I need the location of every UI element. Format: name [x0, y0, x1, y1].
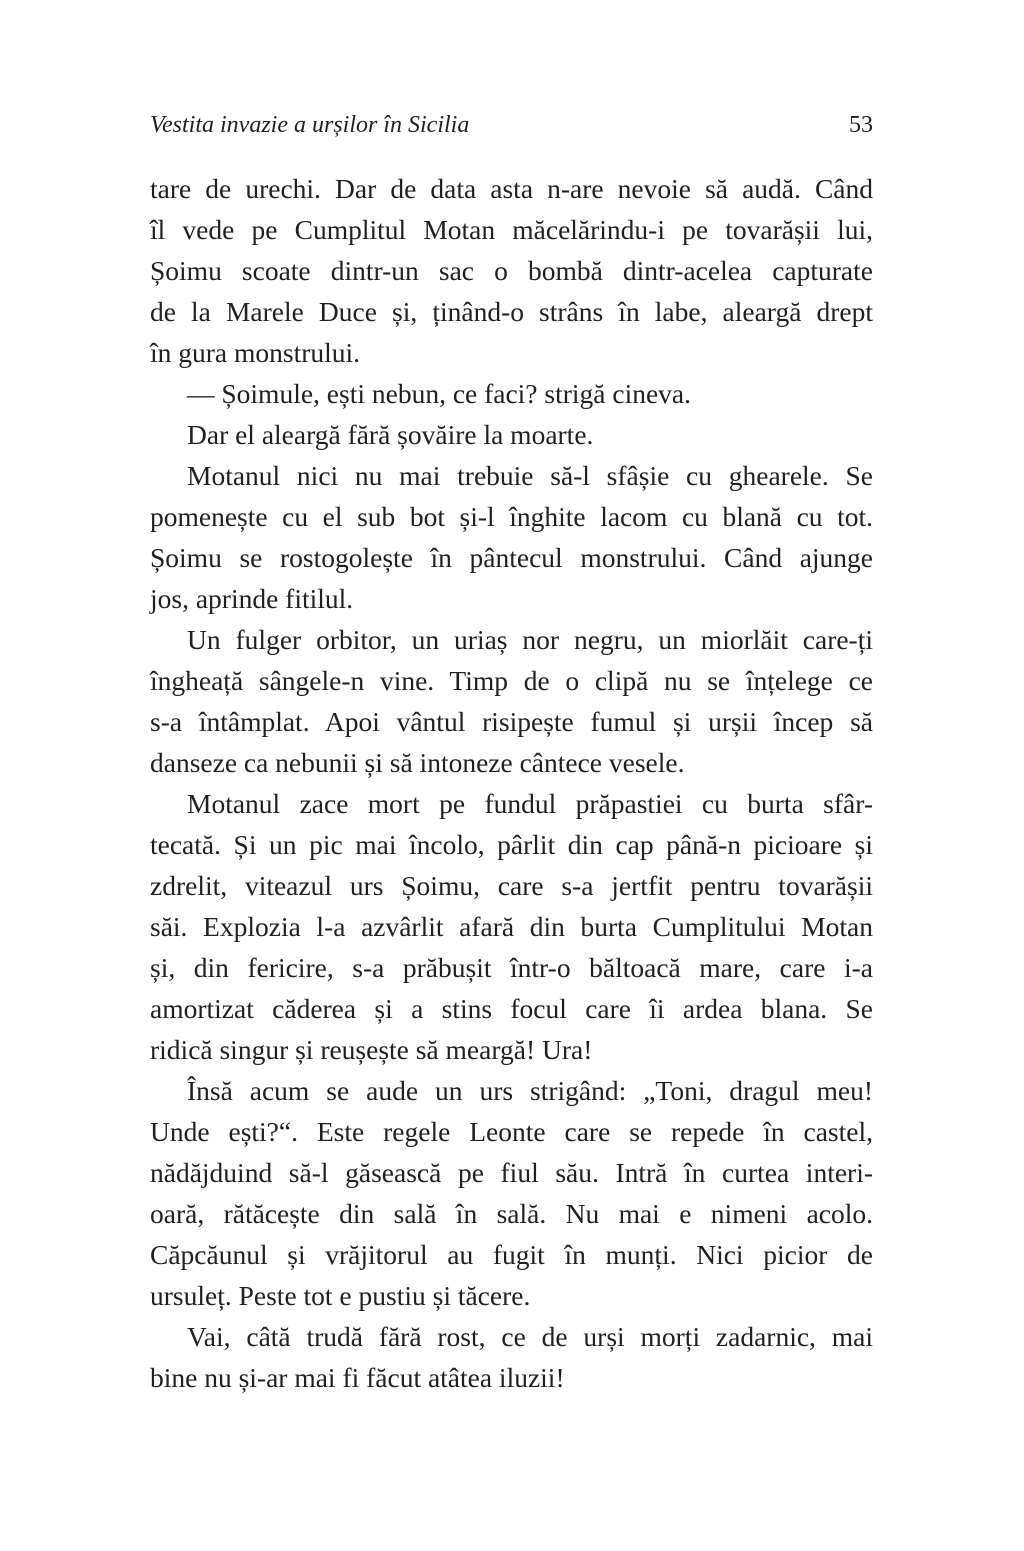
- text-line: Unde ești?“. Este regele Leonte care se repede în castel,: [150, 1116, 873, 1147]
- text-line: s-a întâmplat. Apoi vântul risipește fumul și urșii încep să: [150, 706, 873, 737]
- text-line: Căpcăunul și vrăjitorul au fugit în munți. Nici picior de: [150, 1239, 873, 1270]
- text-line: jos, aprinde fitilul.: [150, 583, 354, 614]
- text-line: danseze ca nebunii și să intoneze cântece vesele.: [150, 747, 685, 778]
- body-text: [150, 168, 873, 1398]
- text-line: Însă acum se aude un urs strigând: „Toni, dragul meu!: [187, 1075, 873, 1106]
- text-line: ridică singur și reușește să meargă! Ura!: [150, 1034, 593, 1065]
- paragraph: [150, 168, 873, 373]
- text-line: Șoimu scoate dintr-un sac o bombă dintr-acelea capturate: [150, 255, 873, 286]
- paragraph: [150, 1316, 873, 1398]
- text-line: Motanul nici nu mai trebuie să-l sfâșie cu ghearele. Se: [187, 460, 873, 491]
- text-line: Vai, câtă trudă fără rost, ce de urși morți zadarnic, mai: [187, 1321, 873, 1352]
- page-number: 53: [849, 112, 873, 138]
- paragraph: [150, 619, 873, 783]
- text-line: tare de urechi. Dar de data asta n-are nevoie să audă. Când: [150, 173, 873, 204]
- text-line: îl vede pe Cumplitul Motan măcelărindu-i pe tovarășii lui,: [150, 214, 873, 245]
- text-line: bine nu și-ar mai fi făcut atâtea iluzii!: [150, 1362, 565, 1393]
- text-line: în gura monstrului.: [150, 337, 361, 368]
- text-line: zdrelit, viteazul urs Șoimu, care s-a jertfit pentru tovarășii: [150, 870, 873, 901]
- text-line: tecată. Și un pic mai încolo, pârlit din cap până-n picioare și: [150, 829, 873, 860]
- paragraph: [150, 414, 873, 455]
- text-line: săi. Explozia l-a azvârlit afară din burta Cumplitului Motan: [150, 911, 873, 942]
- text-line: oară, rătăcește din sală în sală. Nu mai e nimeni acolo.: [150, 1198, 873, 1229]
- paragraph: [150, 373, 873, 414]
- paragraph: [150, 783, 873, 1070]
- text-line: amortizat căderea și a stins focul care îi ardea blana. Se: [150, 993, 873, 1024]
- text-line: Un fulger orbitor, un uriaș nor negru, un miorlăit care-ți: [187, 624, 873, 655]
- text-line: ursuleț. Peste tot e pustiu și tăcere.: [150, 1280, 531, 1311]
- text-line: Șoimu se rostogolește în pântecul monstrului. Când ajunge: [150, 542, 873, 573]
- text-line: Motanul zace mort pe fundul prăpastiei cu burta sfâr-: [187, 788, 873, 819]
- text-line: îngheață sângele-n vine. Timp de o clipă nu se înțelege ce: [150, 665, 873, 696]
- paragraph: [150, 455, 873, 619]
- text-line: Dar el aleargă fără șovăire la moarte.: [187, 419, 594, 450]
- text-line: pomenește cu el sub bot și-l înghite lacom cu blană cu tot.: [150, 501, 873, 532]
- text-line: de la Marele Duce și, ținând-o strâns în labe, aleargă drept: [150, 296, 873, 327]
- running-header: [150, 112, 873, 148]
- paragraph: [150, 1070, 873, 1316]
- text-line: nădăjduind să-l găsească pe fiul său. Intră în curtea interi-: [150, 1157, 873, 1188]
- running-title: Vestita invazie a urșilor în Sicilia: [150, 112, 470, 138]
- text-line: și, din fericire, s-a prăbușit într-o băltoacă mare, care i-a: [150, 952, 873, 983]
- text-line: — Șoimule, ești nebun, ce faci? strigă cineva.: [187, 378, 691, 409]
